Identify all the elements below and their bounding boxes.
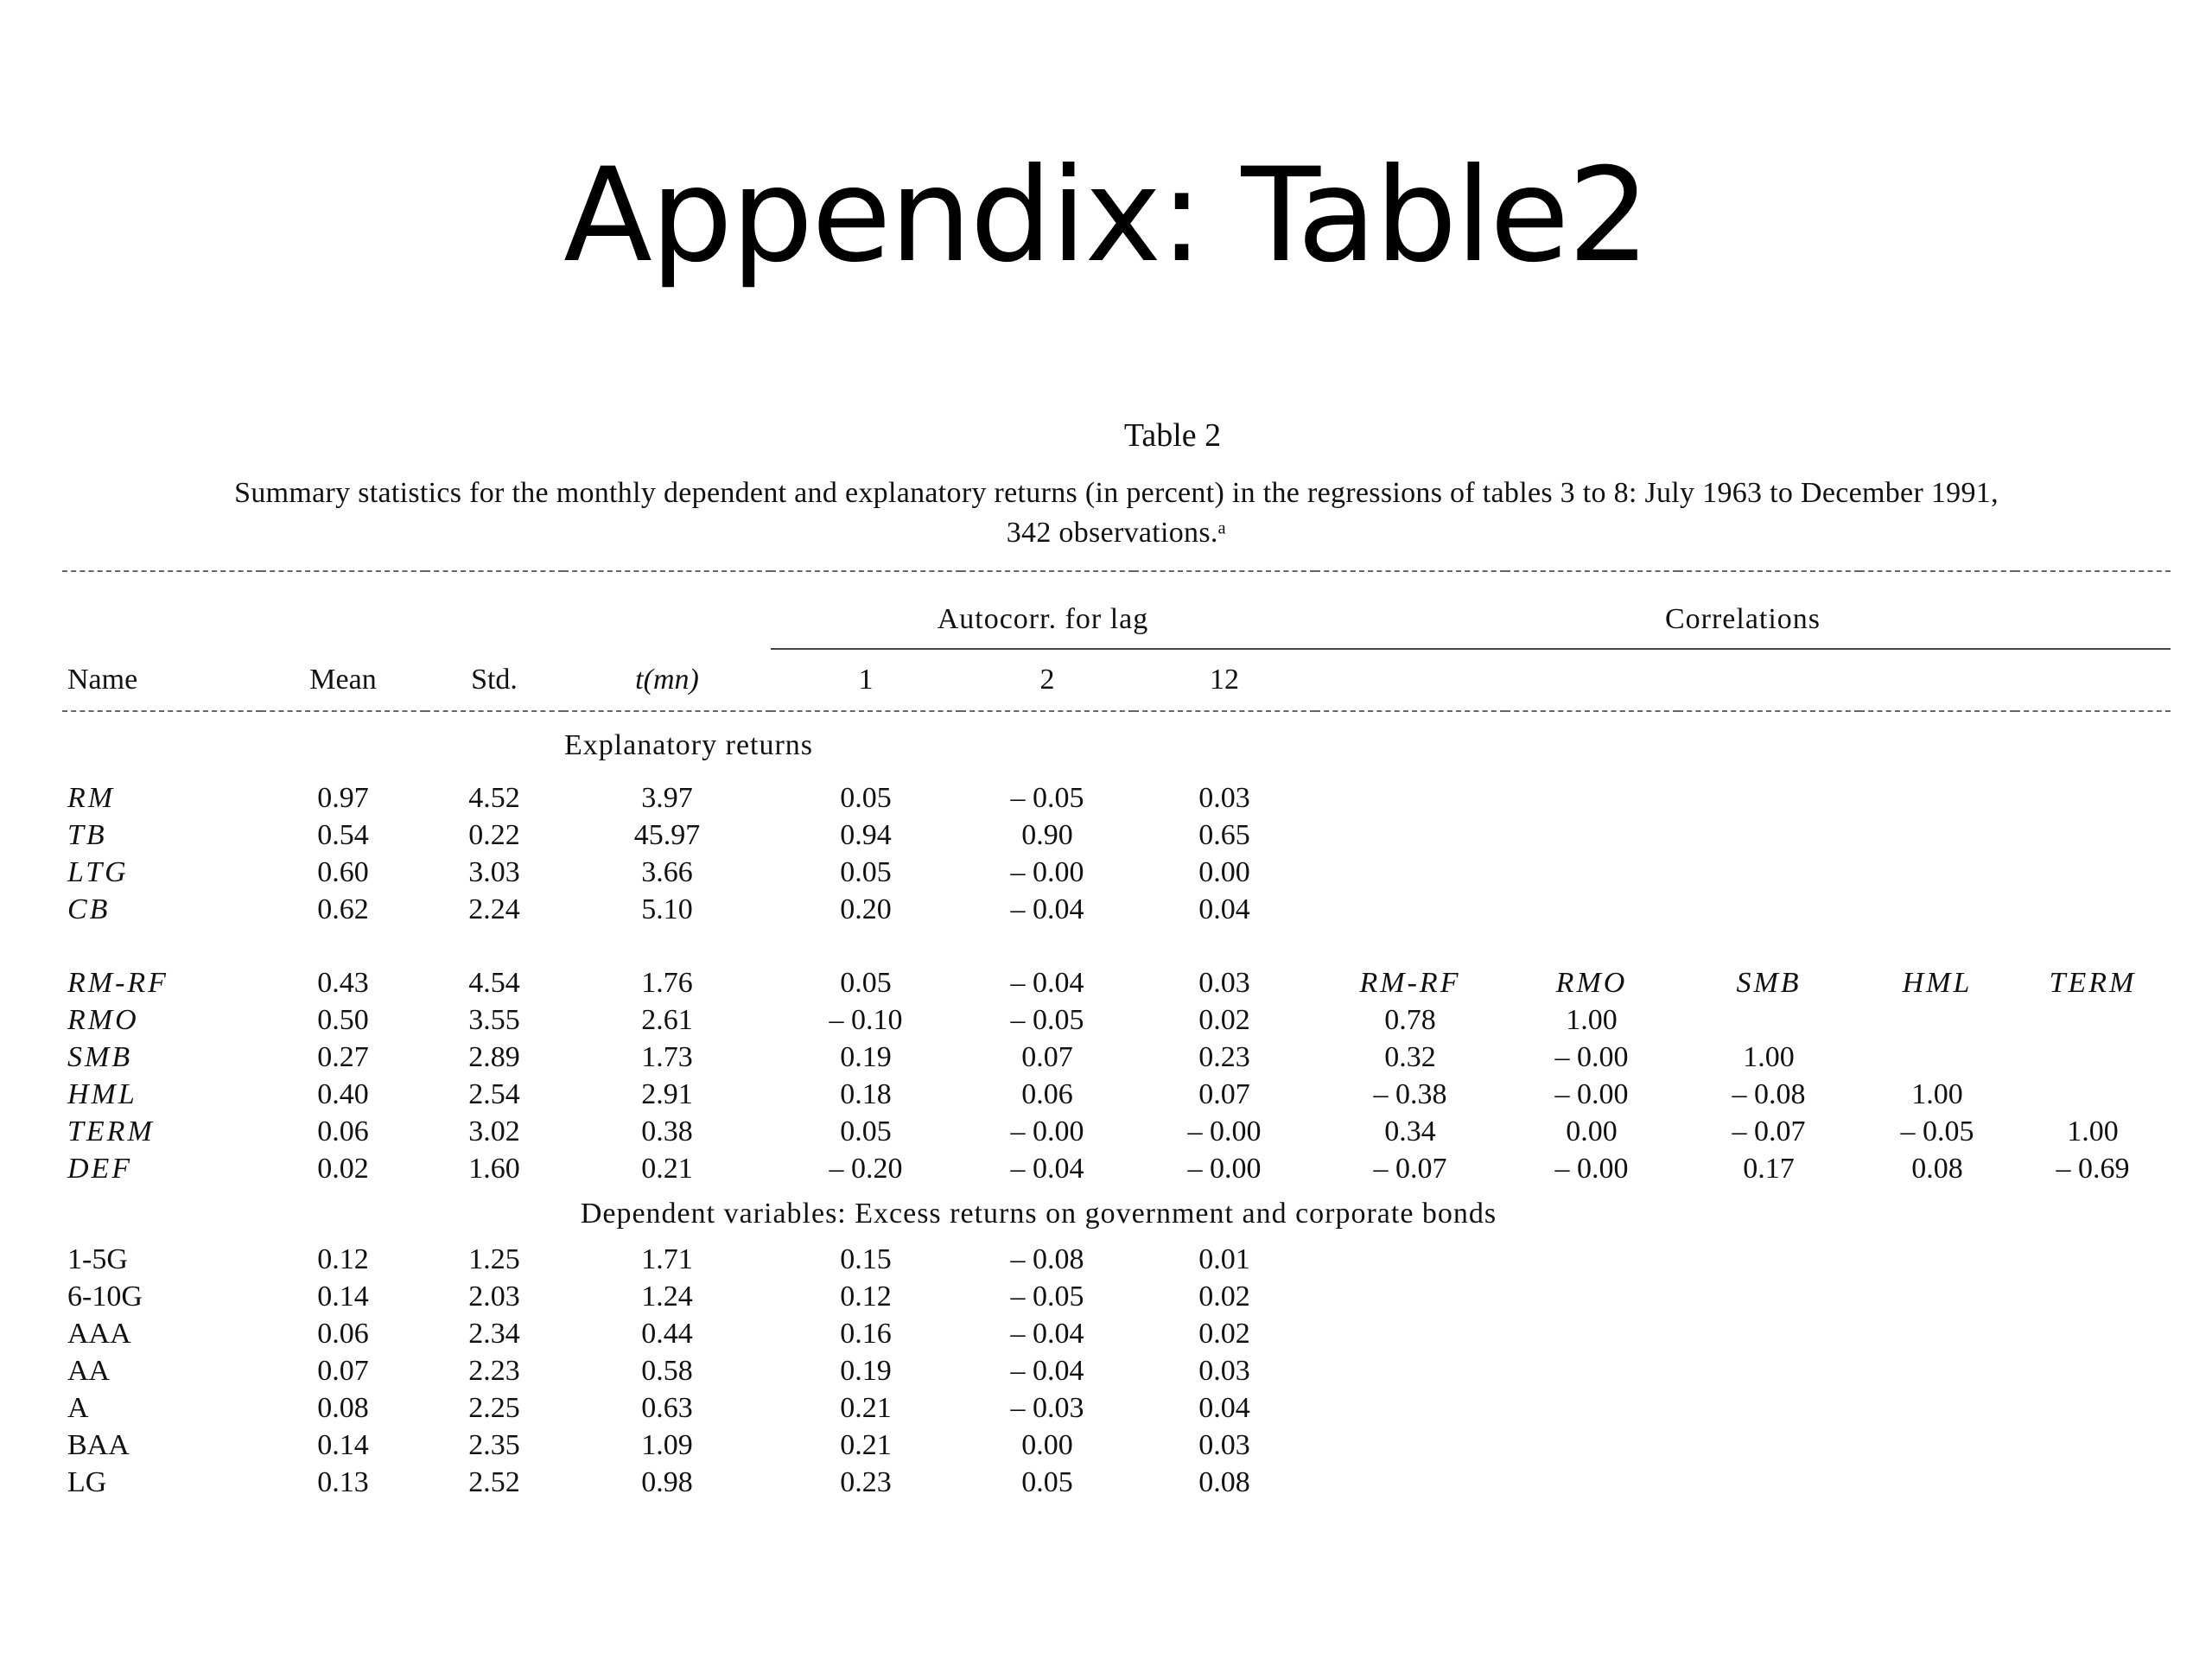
mean-value: 0.40 (317, 1077, 369, 1110)
correlation-value: 1.00 (1911, 1077, 1963, 1110)
table-row (62, 1352, 2171, 1389)
autocorr-lag-2: – 0.00 (1010, 1115, 1084, 1147)
autocorr-lag-12: 0.01 (1198, 1243, 1250, 1275)
table-caption (62, 474, 2171, 553)
std-value: 2.52 (468, 1465, 520, 1498)
column-header-name: Name (62, 649, 261, 711)
correlation-value (1505, 779, 1678, 817)
correlation-value: 0.08 (1911, 1152, 1963, 1185)
mean-value: 0.97 (317, 781, 369, 814)
t-value: 2.91 (641, 1077, 693, 1110)
correlation-value: – 0.00 (1554, 1040, 1629, 1073)
autocorr-lag-1: 0.21 (840, 1391, 892, 1424)
t-value: 0.58 (641, 1354, 693, 1387)
mean-value: 0.07 (317, 1354, 369, 1387)
t-value: 0.38 (641, 1115, 693, 1147)
correlation-value: – 0.69 (2056, 1152, 2130, 1185)
correlation-value (1678, 1389, 1859, 1427)
table-row (62, 854, 2171, 891)
correlation-value: – 0.38 (1373, 1077, 1447, 1110)
correlation-value (2015, 779, 2171, 817)
table-number: Table 2 (1123, 417, 1222, 454)
correlation-value (1678, 1427, 1859, 1464)
mean-value: 0.62 (317, 893, 369, 925)
slide-title: Appendix: Table2 (563, 141, 1649, 291)
mean-value: 0.60 (317, 855, 369, 888)
correlation-value (1859, 1352, 2015, 1389)
correlation-value: 0.34 (1384, 1115, 1436, 1147)
correlation-value: – 0.07 (1732, 1115, 1806, 1147)
correlation-value (2015, 1001, 2171, 1039)
correlation-value (1315, 817, 1505, 854)
row-name: RM-RF (67, 966, 168, 999)
autocorr-lag-12: 0.08 (1198, 1465, 1250, 1498)
correlations-group-header: Correlations (1315, 571, 2171, 649)
mean-value: 0.06 (317, 1115, 369, 1147)
t-value: 1.73 (641, 1040, 693, 1073)
correlation-value (2015, 1352, 2171, 1389)
correlation-value (1859, 1241, 2015, 1278)
correlation-value (1315, 1278, 1505, 1315)
correlation-value (1859, 1315, 2015, 1352)
std-value: 0.22 (468, 818, 520, 851)
autocorr-lag-12: 0.03 (1198, 1354, 1250, 1387)
correlation-value (2015, 1039, 2171, 1076)
table-row (62, 1113, 2171, 1150)
table-row (62, 1150, 2171, 1187)
correlation-value (1859, 1278, 2015, 1315)
correlation-value (1315, 779, 1505, 817)
correlation-value (1505, 1352, 1678, 1389)
correlation-value (1859, 1464, 2015, 1501)
autocorr-lag-1: 0.18 (840, 1077, 892, 1110)
t-value: 0.21 (641, 1152, 693, 1185)
autocorr-lag-2: 0.00 (1021, 1428, 1073, 1461)
correlation-value: – 0.05 (1900, 1115, 1974, 1147)
mean-value: 0.08 (317, 1391, 369, 1424)
autocorr-lag-2: – 0.05 (1010, 1280, 1084, 1313)
autocorr-lag-1: 0.05 (840, 966, 892, 999)
autocorr-lag-1: 0.05 (840, 1115, 892, 1147)
correlation-header: SMB (1736, 966, 1802, 999)
correlation-value (1315, 891, 1505, 928)
autocorr-lag-12: 0.00 (1198, 855, 1250, 888)
autocorr-lag-12: 0.03 (1198, 1428, 1250, 1461)
autocorr-lag-1: 0.12 (840, 1280, 892, 1313)
autocorr-lag-12: 0.02 (1198, 1317, 1250, 1350)
std-value: 4.54 (468, 966, 520, 999)
autocorr-lag-2: – 0.05 (1010, 781, 1084, 814)
autocorr-lag-1: – 0.20 (829, 1152, 903, 1185)
correlation-value (1678, 1241, 1859, 1278)
column-header-mean: Mean (261, 649, 425, 711)
row-name: DEF (67, 1152, 133, 1185)
row-name: AA (67, 1354, 111, 1387)
t-value: 3.66 (641, 855, 693, 888)
mean-value: 0.12 (317, 1243, 369, 1275)
correlation-value (2015, 1389, 2171, 1427)
table-row (62, 1076, 2171, 1113)
row-name: RM (67, 781, 116, 814)
autocorr-lag-12: – 0.00 (1187, 1152, 1262, 1185)
t-value: 0.63 (641, 1391, 693, 1424)
std-value: 2.24 (468, 893, 520, 925)
mean-value: 0.54 (317, 818, 369, 851)
autocorr-lag-1: – 0.10 (829, 1003, 903, 1036)
row-name: TERM (67, 1115, 155, 1147)
autocorr-lag-2: – 0.03 (1010, 1391, 1084, 1424)
column-header-std: Std. (425, 649, 563, 711)
correlation-value (2015, 1315, 2171, 1352)
mean-value: 0.14 (317, 1280, 369, 1313)
summary-statistics-table (62, 570, 2171, 1501)
t-value: 3.97 (641, 781, 693, 814)
correlation-value (1859, 779, 2015, 817)
correlation-value (1505, 1241, 1678, 1278)
autocorr-lag-12: 0.03 (1198, 781, 1250, 814)
row-name: HML (67, 1077, 137, 1110)
t-value: 1.71 (641, 1243, 693, 1275)
autocorr-lag-1: 0.21 (840, 1428, 892, 1461)
correlation-value (1315, 854, 1505, 891)
correlation-value (1315, 1352, 1505, 1389)
correlation-value (2015, 1076, 2171, 1113)
autocorr-lag-12: 0.04 (1198, 893, 1250, 925)
t-value: 1.24 (641, 1280, 693, 1313)
correlation-value (1678, 1352, 1859, 1389)
row-name: SMB (67, 1040, 133, 1073)
correlation-value (1505, 891, 1678, 928)
scanned-table (62, 415, 2171, 1498)
std-value: 2.35 (468, 1428, 520, 1461)
mean-value: 0.50 (317, 1003, 369, 1036)
row-name: 6-10G (67, 1280, 143, 1313)
t-value: 2.61 (641, 1003, 693, 1036)
correlation-value (2015, 1427, 2171, 1464)
correlation-value (1505, 1278, 1678, 1315)
correlation-value (1505, 1389, 1678, 1427)
row-name: A (67, 1391, 89, 1424)
correlation-value (1859, 1389, 2015, 1427)
std-value: 2.54 (468, 1077, 520, 1110)
std-value: 3.02 (468, 1115, 520, 1147)
std-value: 3.03 (468, 855, 520, 888)
correlation-value (1505, 1464, 1678, 1501)
autocorr-lag-1: 0.19 (840, 1354, 892, 1387)
t-value: 1.76 (641, 966, 693, 999)
correlation-value (1678, 1464, 1859, 1501)
section-heading-row (62, 1187, 2171, 1241)
correlation-value (1678, 1001, 1859, 1039)
column-header-row (62, 649, 2171, 711)
std-value: 2.03 (468, 1280, 520, 1313)
correlation-header: RMO (1555, 966, 1628, 999)
correlation-value (2015, 1278, 2171, 1315)
autocorr-lag-12: 0.02 (1198, 1003, 1250, 1036)
table-row (62, 1389, 2171, 1427)
correlation-value (1678, 779, 1859, 817)
autocorr-lag-1: 0.94 (840, 818, 892, 851)
correlation-value (1315, 1464, 1505, 1501)
autocorr-lag-1: 0.19 (840, 1040, 892, 1073)
correlation-value: – 0.00 (1554, 1152, 1629, 1185)
correlation-header: HML (1902, 966, 1973, 999)
correlation-value (2015, 817, 2171, 854)
section-heading: Dependent variables: Excess returns on government and corporate bonds (580, 1198, 1497, 1230)
table-row (62, 1241, 2171, 1278)
group-header-row (62, 571, 2171, 649)
column-header-lag-12: 12 (1134, 649, 1315, 711)
correlation-value (1678, 1278, 1859, 1315)
correlation-value (1859, 1427, 2015, 1464)
mean-value: 0.06 (317, 1317, 369, 1350)
autocorr-lag-2: 0.90 (1021, 818, 1073, 851)
correlation-value (1859, 891, 2015, 928)
std-value: 1.25 (468, 1243, 520, 1275)
std-value: 2.89 (468, 1040, 520, 1073)
correlation-value (1859, 1001, 2015, 1039)
section-heading: Explanatory returns (563, 729, 814, 761)
table-row (62, 817, 2171, 854)
mean-value: 0.27 (317, 1040, 369, 1073)
autocorr-lag-2: 0.07 (1021, 1040, 1073, 1073)
correlation-value: 1.00 (2067, 1115, 2119, 1147)
correlation-value: 0.78 (1384, 1003, 1436, 1036)
column-header-lag-1: 1 (771, 649, 961, 711)
correlation-value: – 0.07 (1373, 1152, 1447, 1185)
table-row (62, 891, 2171, 928)
correlation-value (1505, 854, 1678, 891)
row-name: BAA (67, 1428, 130, 1461)
correlation-value (1859, 854, 2015, 891)
table-row (62, 1001, 2171, 1039)
correlation-value (1859, 1039, 2015, 1076)
autocorr-lag-2: – 0.04 (1010, 893, 1084, 925)
correlation-value (2015, 1241, 2171, 1278)
correlation-value (1505, 1427, 1678, 1464)
table-row (62, 1315, 2171, 1352)
correlation-value (2015, 1464, 2171, 1501)
correlation-value: 1.00 (1566, 1003, 1618, 1036)
autocorr-lag-1: 0.20 (840, 893, 892, 925)
t-value: 5.10 (641, 893, 693, 925)
correlation-value (1505, 817, 1678, 854)
t-value: 0.44 (641, 1317, 693, 1350)
table-row (62, 928, 2171, 1001)
table-row (62, 1278, 2171, 1315)
autocorr-lag-1: 0.05 (840, 781, 892, 814)
t-value: 1.09 (641, 1428, 693, 1461)
row-name: LTG (67, 855, 129, 888)
table-row (62, 1039, 2171, 1076)
caption-line-2: 342 observations.ᵃ (1006, 517, 1227, 549)
autocorr-lag-12: 0.03 (1198, 966, 1250, 999)
mean-value: 0.14 (317, 1428, 369, 1461)
autocorr-lag-12: 0.23 (1198, 1040, 1250, 1073)
mean-value: 0.13 (317, 1465, 369, 1498)
autocorr-lag-2: – 0.04 (1010, 1152, 1084, 1185)
autocorr-lag-12: 0.04 (1198, 1391, 1250, 1424)
row-name: 1-5G (67, 1243, 128, 1275)
autocorr-lag-2: – 0.04 (1010, 1354, 1084, 1387)
correlation-value (1678, 891, 1859, 928)
row-name: CB (67, 893, 111, 925)
table-row (62, 779, 2171, 817)
correlation-value (1315, 1315, 1505, 1352)
row-name: LG (67, 1465, 107, 1498)
correlation-value (1859, 817, 2015, 854)
table-body (62, 711, 2171, 1501)
correlation-value: 0.32 (1384, 1040, 1436, 1073)
correlation-value (1315, 1389, 1505, 1427)
autocorr-lag-2: – 0.05 (1010, 1003, 1084, 1036)
correlation-value (1505, 1315, 1678, 1352)
autocorr-lag-12: 0.07 (1198, 1077, 1250, 1110)
autocorr-lag-12: 0.02 (1198, 1280, 1250, 1313)
correlation-value: 0.17 (1743, 1152, 1795, 1185)
row-name: RMO (67, 1003, 139, 1036)
std-value: 2.25 (468, 1391, 520, 1424)
row-name: TB (67, 818, 107, 851)
autocorr-lag-2: 0.06 (1021, 1077, 1073, 1110)
autocorr-lag-1: 0.16 (840, 1317, 892, 1350)
autocorr-lag-2: – 0.04 (1010, 966, 1084, 999)
std-value: 3.55 (468, 1003, 520, 1036)
t-value: 0.98 (641, 1465, 693, 1498)
mean-value: 0.02 (317, 1152, 369, 1185)
autocorr-lag-2: – 0.04 (1010, 1317, 1084, 1350)
correlation-header: TERM (2049, 966, 2137, 999)
autocorr-lag-12: – 0.00 (1187, 1115, 1262, 1147)
correlation-value (2015, 891, 2171, 928)
table-row (62, 1464, 2171, 1501)
correlation-value: – 0.08 (1732, 1077, 1806, 1110)
autocorr-lag-1: 0.15 (840, 1243, 892, 1275)
correlation-value: 0.00 (1566, 1115, 1618, 1147)
autocorr-lag-2: 0.05 (1021, 1465, 1073, 1498)
std-value: 1.60 (468, 1152, 520, 1185)
autocorr-lag-2: – 0.00 (1010, 855, 1084, 888)
mean-value: 0.43 (317, 966, 369, 999)
correlation-value: – 0.00 (1554, 1077, 1629, 1110)
correlation-value (1678, 817, 1859, 854)
correlation-value (1315, 1427, 1505, 1464)
autocorr-lag-1: 0.23 (840, 1465, 892, 1498)
std-value: 4.52 (468, 781, 520, 814)
correlation-value (1315, 1241, 1505, 1278)
correlation-value (2015, 854, 2171, 891)
section-heading-row (62, 711, 2171, 779)
autocorr-group-header: Autocorr. for lag (771, 571, 1315, 649)
autocorr-lag-1: 0.05 (840, 855, 892, 888)
t-value: 45.97 (633, 818, 701, 851)
caption-line-1: Summary statistics for the monthly dependent and explanatory returns (in percent) in the regressions of tables 3 to 8: July 1963 to December 1991, (234, 477, 1999, 509)
correlation-header: RM-RF (1359, 966, 1461, 999)
column-header-t-mn: t(mn) (563, 649, 771, 711)
column-header-lag-2: 2 (961, 649, 1134, 711)
table-row (62, 1427, 2171, 1464)
row-name: AAA (67, 1317, 131, 1350)
autocorr-lag-12: 0.65 (1198, 818, 1250, 851)
std-value: 2.23 (468, 1354, 520, 1387)
correlation-value: 1.00 (1743, 1040, 1795, 1073)
correlation-value (1678, 1315, 1859, 1352)
std-value: 2.34 (468, 1317, 520, 1350)
correlation-value (1678, 854, 1859, 891)
autocorr-lag-2: – 0.08 (1010, 1243, 1084, 1275)
